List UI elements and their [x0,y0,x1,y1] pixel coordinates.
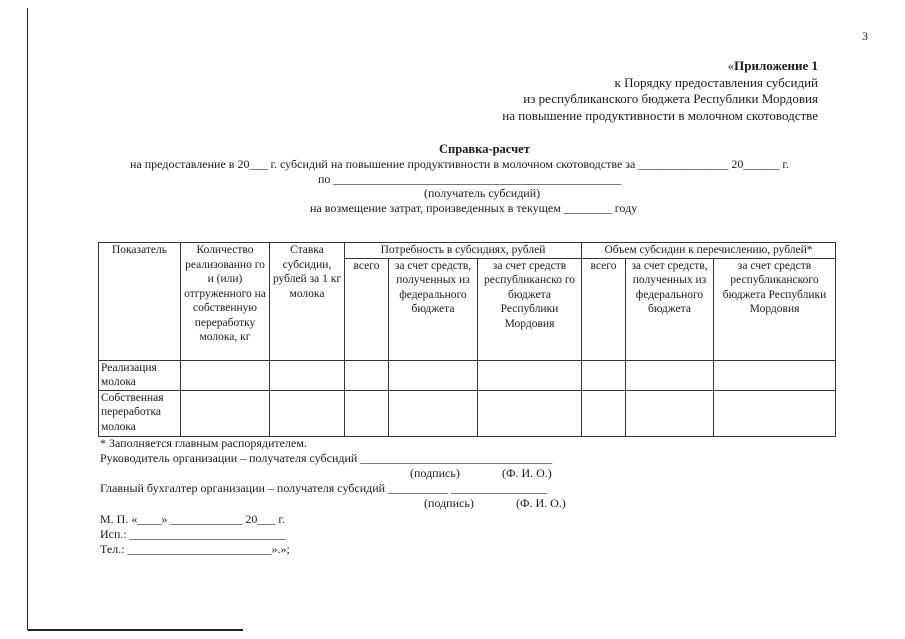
col-need-federal: за счет средств, полученных из федерального бюджета [389,258,478,360]
appendix-title: «Приложение 1 [727,58,818,73]
col-transfer-federal: за счет средств, полученных из федерального бюджета [626,258,714,360]
appendix-block [0,58,905,124]
table-row [99,390,836,436]
head-signature-line: Руководитель организации – получателя субсидий ________________________________ [100,451,553,465]
appendix-line-2: из республиканского бюджета Республики Мордовия [523,91,818,106]
col-rate: Ставка субсидии, рублей за 1 кг молока [270,243,345,361]
accountant-fio-caption: (Ф. И. О.) [516,496,566,510]
col-group-need: Потребность в субсидиях, рублей [345,243,582,259]
heading-line-4: на возмещение затрат, произведенных в текущем ________ году [310,201,638,215]
accountant-signature-caption: (подпись) [424,496,474,510]
bottom-rule [28,629,243,631]
col-transfer-total: всего [582,258,626,360]
col-need-total: всего [345,258,389,360]
col-transfer-republic: за счет средств республиканского бюджета Республики Мордовия [714,258,836,360]
recipient-caption: (получатель субсидий) [424,186,541,200]
col-need-republic: за счет средств республиканско го бюджета Республики Мордовия [478,258,582,360]
executor-line: Исп.: __________________________ [100,527,286,541]
accountant-signature-line: Главный бухгалтер организации – получателя субсидий __________ ________________ [100,481,548,495]
stamp-date-line: М. П. «____» ____________ 20___ г. [100,512,285,526]
appendix-line-1: к Порядку предоставления субсидий [614,74,818,90]
row-label: Реализация молока [99,360,181,390]
heading-line-2: по ________________________________________________ [318,172,622,186]
head-fio-caption: (Ф. И. О.) [502,466,552,480]
phone-line: Тел.: ________________________».»; [100,542,290,556]
document-title: Справка-расчет [439,142,530,156]
col-group-transfer: Объем субсидии к перечислению, рублей* [582,243,836,259]
col-indicator: Показатель [99,243,181,361]
footnote: * Заполняется главным распорядителем. [100,436,307,450]
head-signature-caption: (подпись) [410,466,460,480]
calculation-table [98,242,836,437]
row-label: Собственная переработка молока [99,390,181,436]
heading-line-1: на предоставление в 20___ г. субсидий на повышение продуктивности в молочном скотоводстве за _______________ 20______ г. [130,157,789,171]
table-row [99,360,836,390]
appendix-line-3: на повышение продуктивности в молочном скотоводстве [502,107,818,123]
page-number: 3 [862,29,868,43]
col-quantity: Количество реализованно го и (или) отгруженного на собственную переработку молока, кг [181,243,270,361]
